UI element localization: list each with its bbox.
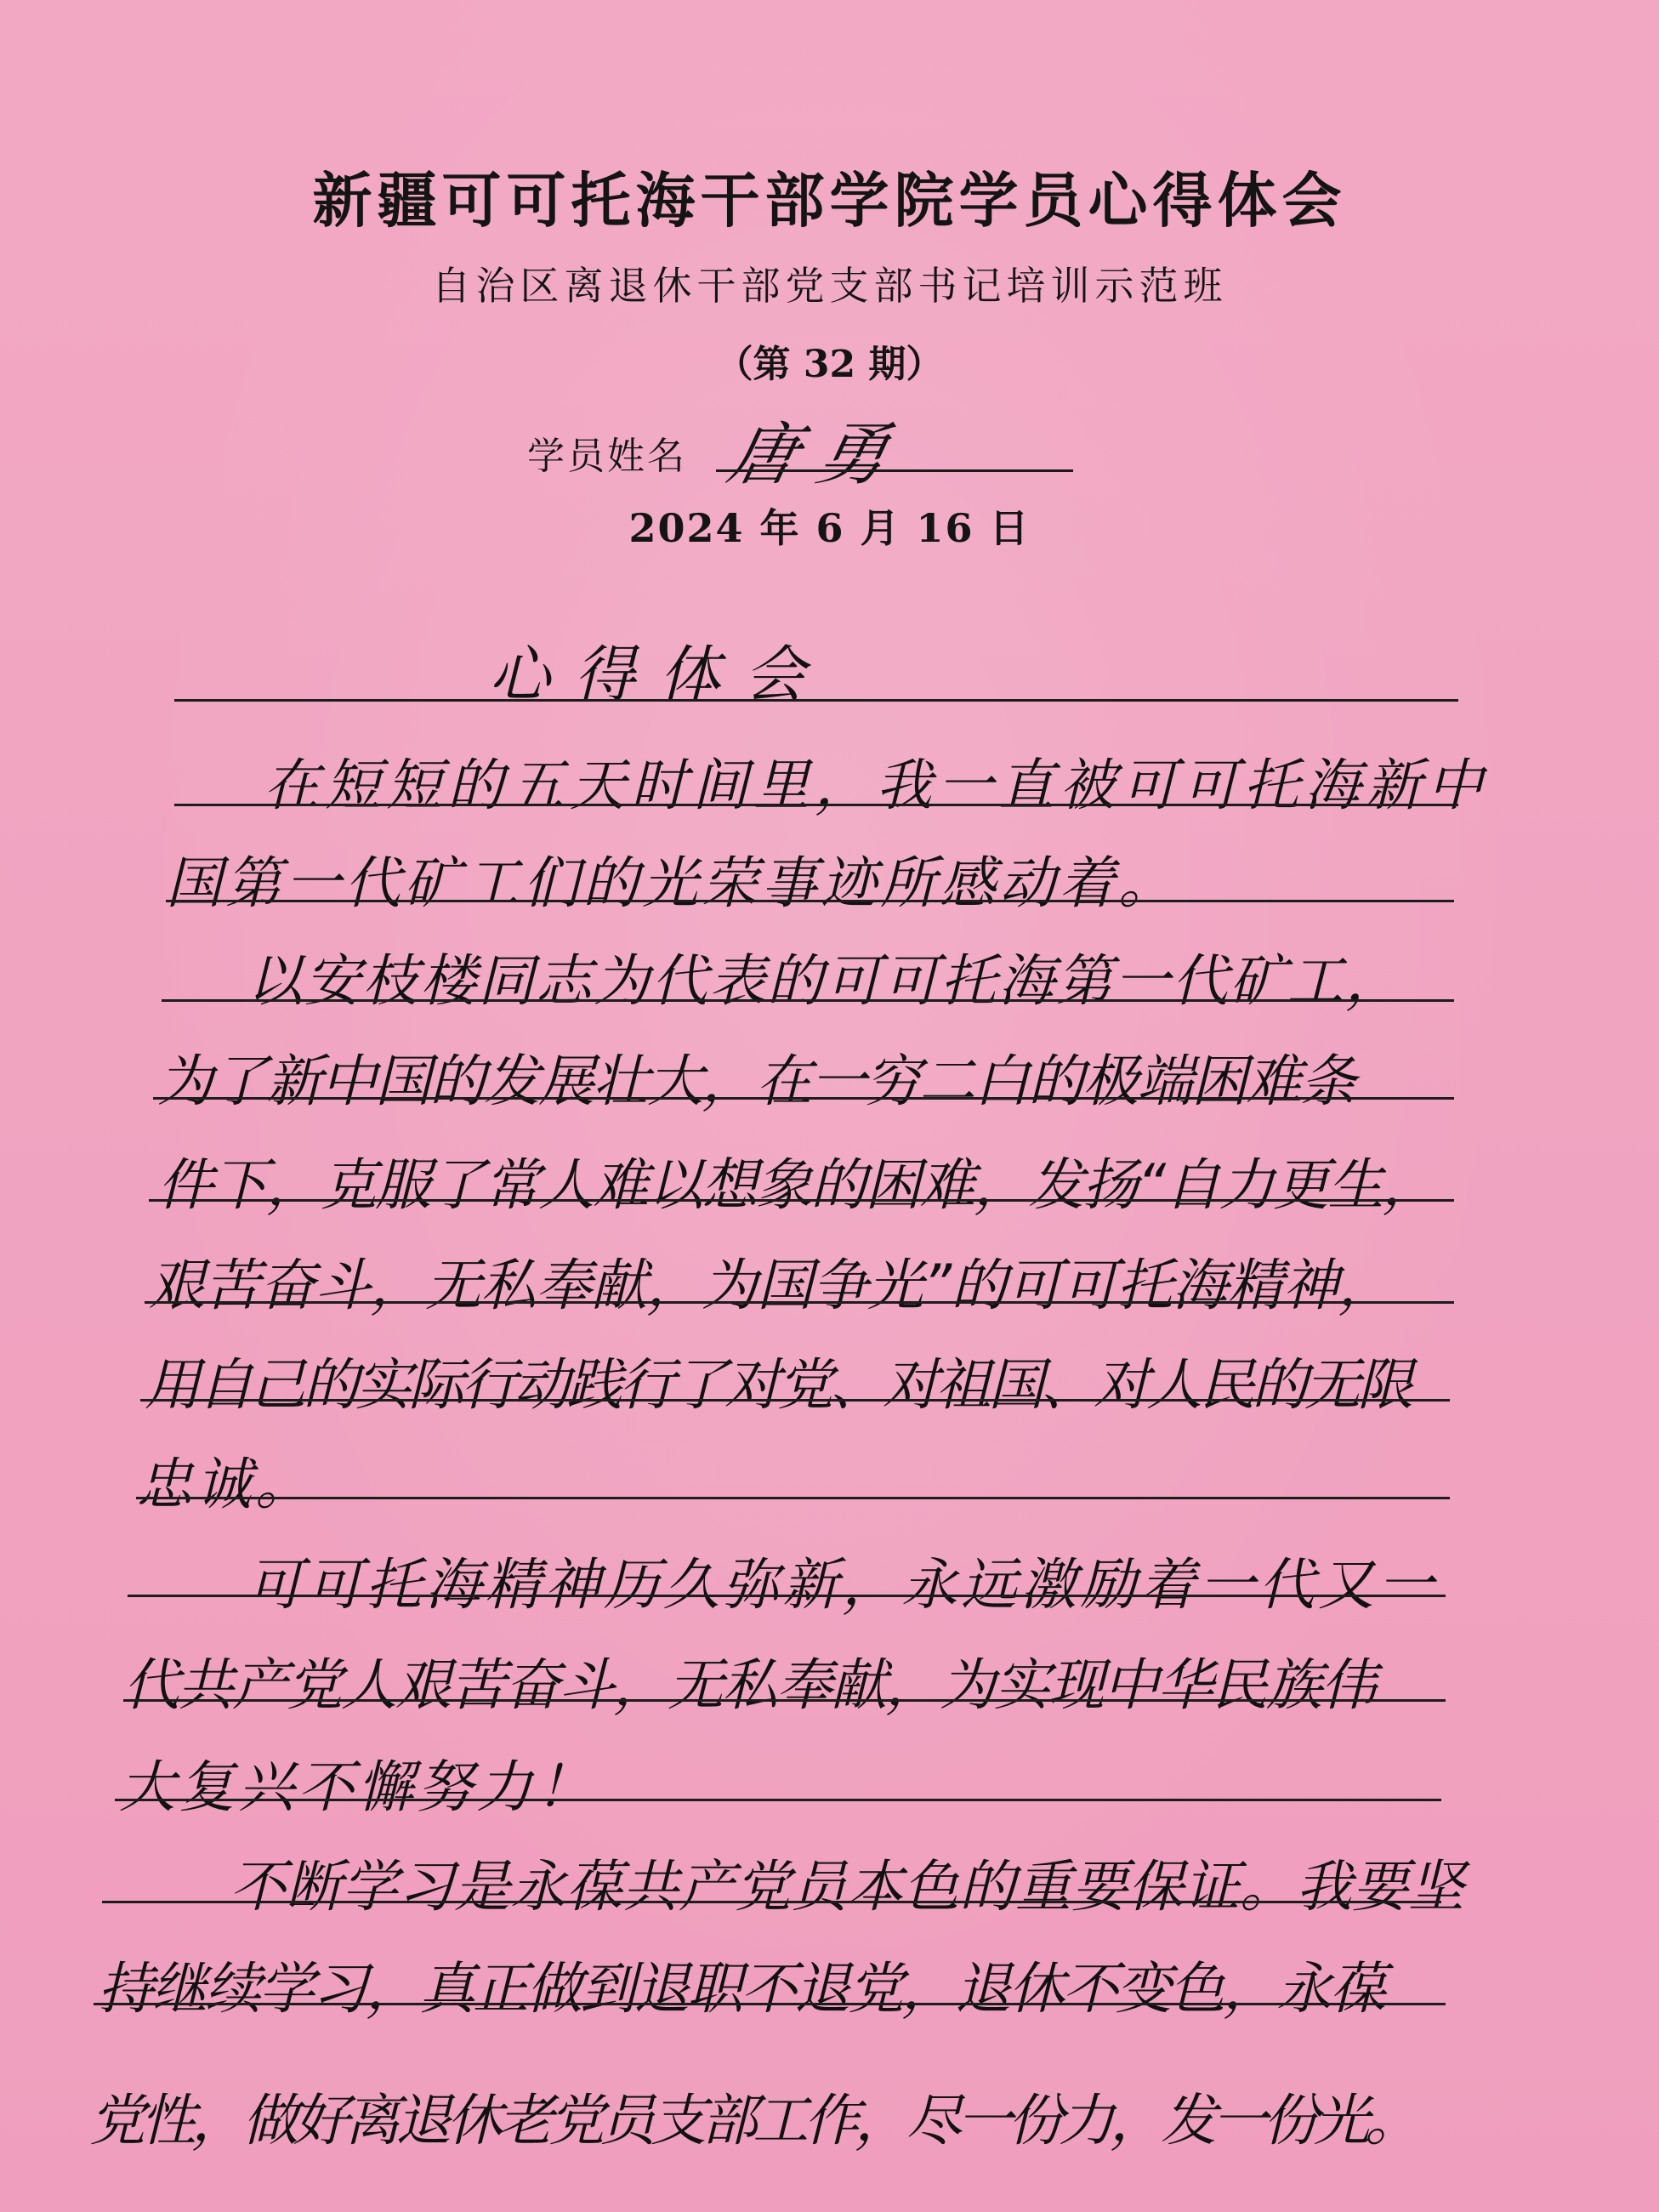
- ruled-line: [174, 804, 1458, 806]
- document-subtitle: 自治区离退休干部党支部书记培训示范班: [431, 263, 1228, 309]
- handwritten-line: 可可托海精神历久弥新，永远激励着一代又一: [247, 1552, 1437, 1618]
- student-name-label: 学员姓名: [527, 435, 687, 478]
- ruled-line: [115, 1799, 1441, 1801]
- ruled-line: [174, 699, 1458, 702]
- handwritten-line: 在短短的五天时间里，我一直被可可托海新中: [264, 753, 1488, 818]
- handwritten-line: 大复兴不懈努力！: [119, 1754, 595, 1820]
- ruled-line: [162, 999, 1454, 1002]
- ruled-line: [128, 1595, 1446, 1597]
- handwritten-line: 为了新中国的发展壮大，在一穷二白的极端困难条: [157, 1049, 1355, 1114]
- class-period: （第 32 期）: [715, 343, 944, 386]
- ruled-line: [153, 1097, 1454, 1100]
- handwritten-heading: 心得体会: [489, 639, 830, 710]
- ruled-line: [140, 1399, 1450, 1402]
- name-underline: [716, 469, 1073, 472]
- handwritten-line: 艰苦奋斗，无私奉献，为国争光”的可可托海精神，: [149, 1253, 1394, 1318]
- handwritten-line: 代共产党人艰苦奋斗，无私奉献，为实现中华民族伟: [123, 1652, 1375, 1718]
- student-name-signature: 唐勇: [721, 415, 916, 494]
- student-name-row: [527, 400, 1080, 494]
- document-title: 新疆可可托海干部学院学员心得体会: [312, 165, 1347, 236]
- document-date: 2024 年 6 月 16 日: [628, 505, 1031, 551]
- handwritten-line: 持继续学习，真正做到退职不退党，退休不变色，永葆: [98, 1956, 1383, 2022]
- handwritten-line: 忠诚。: [136, 1452, 315, 1517]
- handwritten-line: 以安枝楼同志为代表的可可托海第一代矿工，: [247, 948, 1403, 1014]
- handwritten-line: 件下，克服了常人难以想象的困难，发扬“自力更生，: [157, 1152, 1437, 1218]
- handwritten-line: 用自己的实际行动践行了对党、对祖国、对人民的无限: [145, 1352, 1410, 1418]
- handwritten-line: 不断学习是永葆共产党员本色的重要保证。我要坚: [230, 1854, 1464, 1919]
- handwritten-line: 党性，做好离退休老党员支部工作，尽一份力，发一份光。: [89, 2088, 1416, 2153]
- ruled-line: [166, 900, 1454, 902]
- ruled-line: [123, 1699, 1446, 1702]
- ruled-line: [94, 2003, 1446, 2005]
- ruled-line: [136, 1497, 1450, 1499]
- ruled-line: [145, 1301, 1454, 1304]
- ruled-line: [149, 1199, 1454, 1202]
- ruled-line: [102, 1901, 1441, 1903]
- handwritten-line: 国第一代矿工们的光荣事迹所感动着。: [166, 850, 1178, 916]
